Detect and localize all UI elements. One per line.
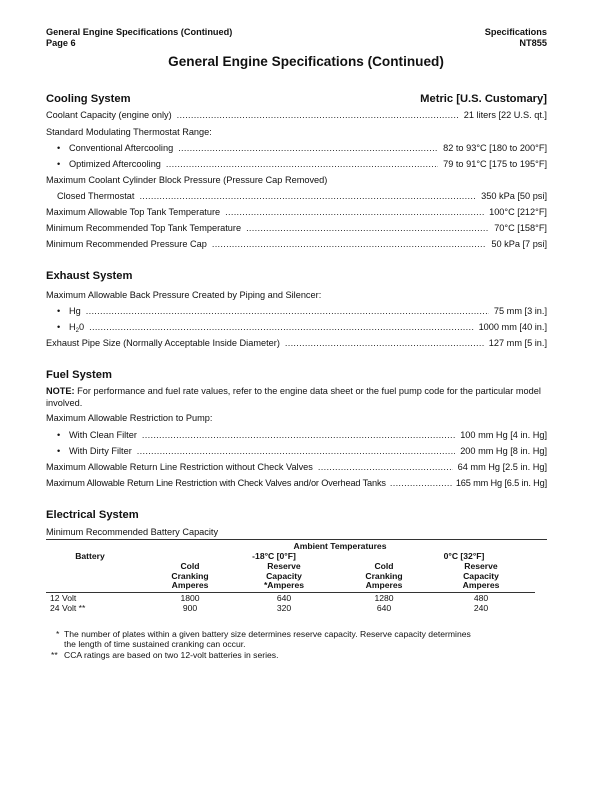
footnote-text: CCA ratings are based on two 12-volt batteries in series.	[64, 650, 279, 660]
back-pressure-heading: Maximum Allowable Back Pressure Created by Piping and Silencer:	[46, 290, 322, 300]
spec-row-optimized-aftercooling	[57, 159, 547, 170]
spec-row-min-top-tank	[46, 223, 547, 234]
spec-value: 100 mm Hg [4 in. Hg]	[460, 430, 547, 440]
spec-label: Coolant Capacity (engine only)	[46, 110, 172, 120]
spec-row-pipe-size	[46, 338, 547, 349]
spec-value: 75 mm [3 in.]	[493, 306, 547, 316]
col-header-line: Cold	[180, 561, 200, 571]
h2o-suffix: 0	[78, 322, 85, 332]
dot-leader	[137, 446, 455, 457]
spec-label: Minimum Recommended Pressure Cap	[46, 239, 207, 249]
spec-row-clean-filter	[57, 430, 547, 441]
col-header-rc-cold	[254, 562, 314, 591]
spec-label: With Dirty Filter	[69, 446, 132, 456]
col-header-cca-cold	[160, 562, 220, 591]
cell-cca-cold: 1800	[180, 593, 200, 603]
col-header-line: Amperes	[171, 580, 209, 591]
spec-value: 50 kPa [7 psi]	[491, 239, 547, 249]
dot-leader	[225, 207, 484, 218]
dot-leader	[390, 478, 452, 489]
spec-label: Closed Thermostat	[57, 191, 135, 201]
dot-leader	[285, 338, 484, 349]
h2o-subscript: 2	[75, 328, 79, 334]
spec-label: Maximum Allowable Return Line Restriction without Check Valves	[46, 462, 313, 472]
spec-value: 100°C [212°F]	[489, 207, 547, 217]
spec-row-closed-thermostat	[57, 191, 547, 202]
spec-row-dirty-filter	[57, 446, 547, 457]
col-header-line: Amperes	[462, 580, 500, 591]
temp-header-cold: -18°C [0°F]	[252, 551, 296, 561]
spec-row-min-pressure-cap	[46, 239, 547, 250]
spec-label: Maximum Allowable Return Line Restriction with Check Valves and/or Overhead Tanks	[46, 478, 386, 488]
running-header-section: Specifications	[484, 27, 547, 37]
cell-rc-mild: 480	[473, 593, 489, 603]
spec-label	[69, 322, 84, 332]
dot-leader	[318, 462, 453, 473]
spec-label: With Clean Filter	[69, 430, 137, 440]
col-header-line: Cranking	[365, 570, 403, 581]
electrical-section-title: Electrical System	[46, 509, 139, 521]
spec-value: 350 kPa [50 psi]	[481, 191, 547, 201]
cell-cca-mild: 640	[376, 603, 392, 613]
dot-leader	[212, 239, 486, 250]
restriction-heading: Maximum Allowable Restriction to Pump:	[46, 413, 213, 423]
note-label: NOTE:	[46, 386, 75, 396]
running-header-title: General Engine Specifications (Continued)	[46, 27, 233, 37]
bullet-icon: •	[57, 430, 61, 440]
running-header-left	[46, 27, 232, 48]
bullet-icon: •	[57, 322, 61, 332]
cell-cca-mild: 1280	[374, 593, 394, 603]
battery-capacity-heading: Minimum Recommended Battery Capacity	[46, 527, 219, 537]
fuel-note	[46, 386, 551, 409]
table-top-rule	[46, 539, 547, 540]
col-header-line: Cold	[374, 561, 394, 571]
spec-value: 79 to 91°C [175 to 195°F]	[443, 159, 547, 169]
block-pressure-heading: Maximum Coolant Cylinder Block Pressure (Pressure Cap Removed)	[46, 175, 328, 185]
ambient-temperatures-header: Ambient Temperatures	[293, 541, 387, 551]
spec-value: 200 mm Hg [8 in. Hg]	[460, 446, 547, 456]
page-title: General Engine Specifications (Continued)	[168, 54, 444, 69]
dot-leader	[89, 322, 473, 333]
dot-leader	[178, 143, 438, 154]
col-header-line: Capacity	[266, 570, 302, 581]
temp-header-mild: 0°C [32°F]	[443, 551, 485, 561]
cell-battery: 12 Volt	[50, 593, 77, 603]
footnote-mark: *	[56, 629, 60, 639]
cell-rc-cold: 320	[276, 603, 292, 613]
cell-cca-cold: 900	[182, 603, 198, 613]
spec-value: 82 to 93°C [180 to 200°F]	[443, 143, 547, 153]
spec-row-return-no-check	[46, 462, 547, 473]
cooling-section-title: Cooling System	[46, 93, 131, 105]
units-heading: Metric [U.S. Customary]	[420, 93, 547, 105]
col-header-line: Reserve	[464, 561, 498, 571]
dot-leader	[246, 223, 489, 234]
dot-leader	[177, 110, 459, 121]
bullet-icon: •	[57, 143, 61, 153]
spec-row-coolant-capacity	[46, 110, 547, 121]
note-text: For performance and fuel rate values, refer to the engine data sheet or the fuel pump code for the particular model involved.	[46, 386, 541, 408]
dot-leader	[86, 306, 489, 317]
col-header-line: Capacity	[463, 570, 499, 581]
col-header-rc-mild	[451, 562, 511, 591]
thermostat-heading: Standard Modulating Thermostat Range:	[46, 127, 212, 137]
col-header-line: *Amperes	[263, 580, 305, 591]
spec-value: 21 liters [22 U.S. qt.]	[463, 110, 547, 120]
footnote-text-cont: the length of time sustained cranking can occur.	[64, 639, 246, 649]
battery-header: Battery	[75, 551, 105, 561]
spec-value: 127 mm [5 in.]	[488, 338, 547, 348]
spec-value: 1000 mm [40 in.]	[478, 322, 547, 332]
fuel-section-title: Fuel System	[46, 369, 112, 381]
bullet-icon: •	[57, 159, 61, 169]
cell-battery: 24 Volt **	[50, 603, 86, 613]
footnote-mark: **	[51, 650, 58, 660]
cell-rc-mild: 240	[473, 603, 489, 613]
footnote-text: The number of plates within a given battery size determines reserve capacity. Reserve capacity determines	[64, 629, 471, 639]
col-header-line: Cranking	[171, 570, 209, 581]
running-header-right	[485, 27, 547, 48]
dot-leader	[166, 159, 438, 170]
bullet-icon: •	[57, 446, 61, 456]
spec-row-max-top-tank	[46, 207, 547, 218]
col-header-line: Amperes	[365, 580, 403, 591]
spec-label: Optimized Aftercooling	[69, 159, 161, 169]
spec-value: 64 mm Hg [2.5 in. Hg]	[457, 462, 547, 472]
page-number: Page 6	[46, 37, 76, 48]
spec-label: Minimum Recommended Top Tank Temperature	[46, 223, 242, 233]
spec-value: 165 mm Hg [6.5 in. Hg]	[455, 478, 547, 488]
col-header-cca-mild	[354, 562, 414, 591]
spec-label: Exhaust Pipe Size (Normally Acceptable Inside Diameter)	[46, 338, 280, 348]
spec-label: Hg	[69, 306, 81, 316]
engine-model: NT855	[519, 37, 547, 48]
h2o-prefix: H	[69, 322, 76, 332]
spec-row-h2o	[57, 322, 547, 337]
spec-label: Conventional Aftercooling	[69, 143, 174, 153]
cell-rc-cold: 640	[276, 593, 292, 603]
spec-row-hg	[57, 306, 547, 317]
spec-label: Maximum Allowable Top Tank Temperature	[46, 207, 221, 217]
col-header-line: Reserve	[267, 561, 301, 571]
spec-value: 70°C [158°F]	[494, 223, 547, 233]
dot-leader	[139, 191, 476, 202]
spec-row-conventional-aftercooling	[57, 143, 547, 154]
spec-row-return-with-check	[46, 478, 547, 489]
bullet-icon: •	[57, 306, 61, 316]
exhaust-section-title: Exhaust System	[46, 270, 133, 282]
dot-leader	[142, 430, 455, 441]
